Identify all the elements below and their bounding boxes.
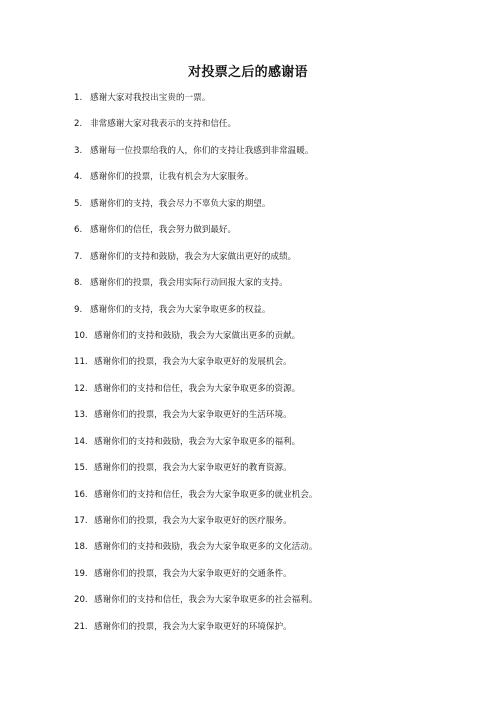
item-text: 感谢你们的支持和信任，我会为大家争取更多的社会福利。 <box>94 595 318 606</box>
list-item <box>74 277 317 289</box>
list-item <box>74 568 317 580</box>
item-number: 12. <box>74 383 88 394</box>
item-text: 感谢你们的投票，我会为大家争取更好的医疗服务。 <box>94 516 292 526</box>
item-text: 感谢你们的投票，我会为大家争取更好的教育资源。 <box>94 463 292 474</box>
list-item <box>74 515 317 527</box>
item-number: 21. <box>74 621 88 632</box>
item-number: 15. <box>74 463 88 474</box>
gratitude-list <box>74 92 317 647</box>
item-number: 6. <box>74 225 83 236</box>
item-text: 感谢你们的支持，我会尽力不辜负大家的期望。 <box>90 198 271 209</box>
item-text: 感谢你们的投票，让我有机会为大家服务。 <box>90 172 254 183</box>
list-item <box>74 118 317 130</box>
item-number: 3. <box>74 145 83 156</box>
list-item <box>74 171 317 183</box>
list-item <box>74 304 317 316</box>
list-item <box>74 356 317 368</box>
list-item <box>74 621 317 633</box>
item-text: 感谢你们的支持和鼓励，我会为大家做出更多的贡献。 <box>94 330 301 341</box>
item-text: 感谢你们的支持和鼓励，我会为大家争取更多的文化活动。 <box>94 542 318 553</box>
item-text: 非常感谢大家对我表示的支持和信任。 <box>90 119 237 130</box>
item-text: 感谢你们的支持和鼓励，我会为大家做出更好的成绩。 <box>90 251 297 262</box>
item-text: 感谢你们的支持和信任，我会为大家争取更多的资源。 <box>94 383 301 394</box>
item-text: 感谢你们的投票，我会为大家争取更好的环境保护。 <box>94 621 292 632</box>
item-number: 9. <box>74 304 83 315</box>
item-text: 感谢你们的投票，我会为大家争取更好的发展机会。 <box>94 357 292 368</box>
item-text: 感谢你们的支持和信任，我会为大家争取更多的就业机会。 <box>94 489 318 500</box>
item-text: 感谢每一位投票给我的人，你们的支持让我感到非常温暖。 <box>90 145 314 156</box>
item-text: 感谢你们的支持，我会为大家争取更多的权益。 <box>90 304 271 315</box>
item-text: 感谢你们的支持和鼓励，我会为大家争取更多的福利。 <box>94 436 301 447</box>
list-item <box>74 145 317 157</box>
list-item <box>74 594 317 606</box>
item-number: 7. <box>74 251 83 262</box>
item-number: 16. <box>74 489 88 500</box>
list-item <box>74 462 317 474</box>
document-title: 对投票之后的感谢语 <box>188 65 308 80</box>
item-text: 感谢你们的投票，我会为大家争取更好的生活环境。 <box>94 410 292 421</box>
list-item <box>74 330 317 342</box>
item-number: 13. <box>74 410 88 421</box>
list-item <box>74 251 317 263</box>
item-text: 感谢你们的投票，我会为大家争取更好的交通条件。 <box>94 568 292 579</box>
item-number: 1. <box>74 93 83 103</box>
list-item <box>74 409 317 421</box>
item-number: 17. <box>74 516 88 526</box>
list-item <box>74 92 317 104</box>
item-text: 感谢你们的信任，我会努力做到最好。 <box>90 225 237 236</box>
list-item <box>74 198 317 210</box>
item-number: 14. <box>74 436 88 447</box>
item-number: 5. <box>74 198 83 209</box>
item-number: 20. <box>74 595 88 606</box>
list-item <box>74 489 317 501</box>
item-number: 18. <box>74 542 88 553</box>
item-text: 感谢大家对我投出宝贵的一票。 <box>90 93 211 103</box>
list-item <box>74 224 317 236</box>
item-number: 19. <box>74 568 88 579</box>
list-item <box>74 541 317 553</box>
list-item <box>74 436 317 448</box>
item-number: 4. <box>74 172 83 183</box>
item-number: 2. <box>74 119 83 130</box>
item-number: 10. <box>74 330 88 341</box>
item-text: 感谢你们的投票，我会用实际行动回报大家的支持。 <box>90 278 288 289</box>
item-number: 8. <box>74 278 83 289</box>
item-number: 11. <box>74 357 88 368</box>
list-item <box>74 383 317 395</box>
